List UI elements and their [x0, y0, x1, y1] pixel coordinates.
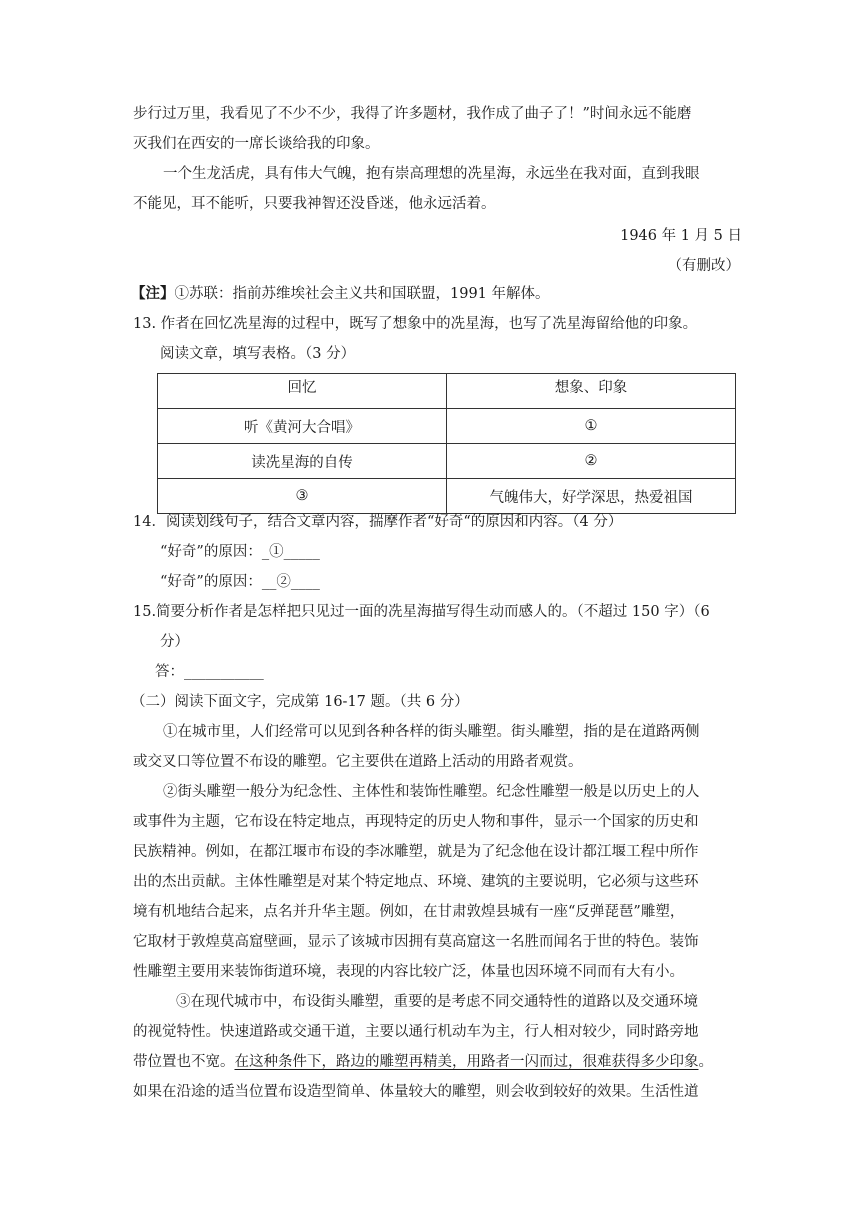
- text-segment: 带位置也不宽。: [133, 1054, 235, 1070]
- passage-line: 出的杰出贡献。主体性雕塑是对某个特定地点、环境、建筑的主要说明，它必须与这些环: [133, 874, 699, 890]
- text-segment: 。: [698, 1054, 713, 1070]
- passage-line: 如果在沿途的适当位置布设造型简单、体量较大的雕塑，则会收到较好的效果。生活性道: [133, 1084, 699, 1100]
- table-header-cell: 想象、印象: [447, 374, 736, 409]
- passage-line: 或交叉口等位置不布设的雕塑。它主要供在道路上活动的用路者观赏。: [133, 754, 583, 770]
- table-row: [158, 479, 736, 514]
- question-14-reason-2: “好奇”的原因：__②____: [160, 574, 320, 590]
- answer-table: [157, 373, 736, 514]
- question-14: 14．阅读划线句子，结合文章内容，揣摩作者“好奇“的原因和内容。（4 分）: [133, 514, 623, 530]
- passage-line: 步行过万里，我看见了不少不少，我得了许多题材，我作成了曲子了！”时间永远不能磨: [133, 106, 692, 122]
- passage-line: 它取材于敦煌莫高窟壁画，显示了该城市因拥有莫高窟这一名胜而闻名于世的特色。装饰: [133, 934, 699, 950]
- footnote: [131, 284, 550, 304]
- table-cell: 听《黄河大合唱》: [158, 409, 447, 444]
- passage-line: 或事件为主题，它布设在特定地点，再现特定的历史人物和事件，显示一个国家的历史和: [133, 814, 699, 830]
- passage-line: 民族精神。例如，在都江堰市布设的李冰雕塑，就是为了纪念他在设计都江堰工程中所作: [133, 844, 699, 860]
- table-row: [158, 409, 736, 444]
- passage-line-with-underline: [133, 1052, 713, 1072]
- passage-line: 不能见，耳不能听，只要我神智还没昏迷，他永远活着。: [133, 196, 496, 212]
- passage-line: 一个生龙活虎，具有伟大气魄，抱有崇高理想的冼星海，永远坐在我对面，直到我眼: [163, 166, 700, 182]
- passage-line: 境有机地结合起来，点名并升华主题。例如，在甘肃敦煌县城有一座“反弹琵琶”雕塑，: [133, 904, 685, 920]
- table-cell: ②: [447, 444, 736, 479]
- table-cell: ①: [447, 409, 736, 444]
- footnote-text: ①苏联：指前苏维埃社会主义共和国联盟，1991 年解体。: [174, 286, 550, 302]
- question-13-instruction: 阅读文章，填写表格。（3 分）: [160, 346, 356, 362]
- underlined-sentence: 在这种条件下，路边的雕塑再精美，用路者一闪而过，很难获得多少印象: [234, 1054, 699, 1070]
- passage-line: 的视觉特性。快速道路或交通干道，主要以通行机动车为主，行人相对较少，同时路旁地: [133, 1024, 699, 1040]
- table-cell: 读冼星海的自传: [158, 444, 447, 479]
- question-15-answer: 答：___________: [155, 664, 264, 680]
- table-cell: ③: [158, 479, 447, 514]
- question-14-reason-1: “好奇”的原因：_①_____: [160, 544, 320, 560]
- table-header-cell: 回忆: [158, 374, 447, 409]
- table-row: [158, 444, 736, 479]
- passage-line: ③在现代城市中，布设街头雕塑，重要的是考虑不同交通特性的道路以及交通环境: [176, 994, 698, 1010]
- abridged-note: （有删改）: [667, 258, 740, 274]
- date-line: 1946 年 1 月 5 日: [620, 228, 742, 244]
- question-15-cont: 分）: [160, 634, 189, 650]
- footnote-label: 【注】: [131, 285, 175, 302]
- passage-line: ②街头雕塑一般分为纪念性、主体性和装饰性雕塑。纪念性雕塑一般是以历史上的人: [163, 784, 700, 800]
- question-15: 15.简要分析作者是怎样把只见过一面的冼星海描写得生动而感人的。（不超过 150 字）（6: [133, 604, 710, 620]
- passage-line: 灭我们在西安的一席长谈给我的印象。: [133, 136, 380, 152]
- passage-line: 性雕塑主要用来装饰街道环境，表现的内容比较广泛，体量也因环境不同而有大有小。: [133, 964, 684, 980]
- question-13: 13. 作者在回忆冼星海的过程中，既写了想象中的冼星海，也写了冼星海留给他的印象。: [133, 316, 698, 332]
- table-cell: 气魄伟大，好学深思，热爱祖国: [447, 479, 736, 514]
- passage-line: ①在城市里，人们经常可以见到各种各样的街头雕塑。街头雕塑，指的是在道路两侧: [163, 724, 700, 740]
- table-header-row: [158, 374, 736, 409]
- section-heading: （二）阅读下面文字，完成第 16-17 题。（共 6 分）: [131, 694, 469, 710]
